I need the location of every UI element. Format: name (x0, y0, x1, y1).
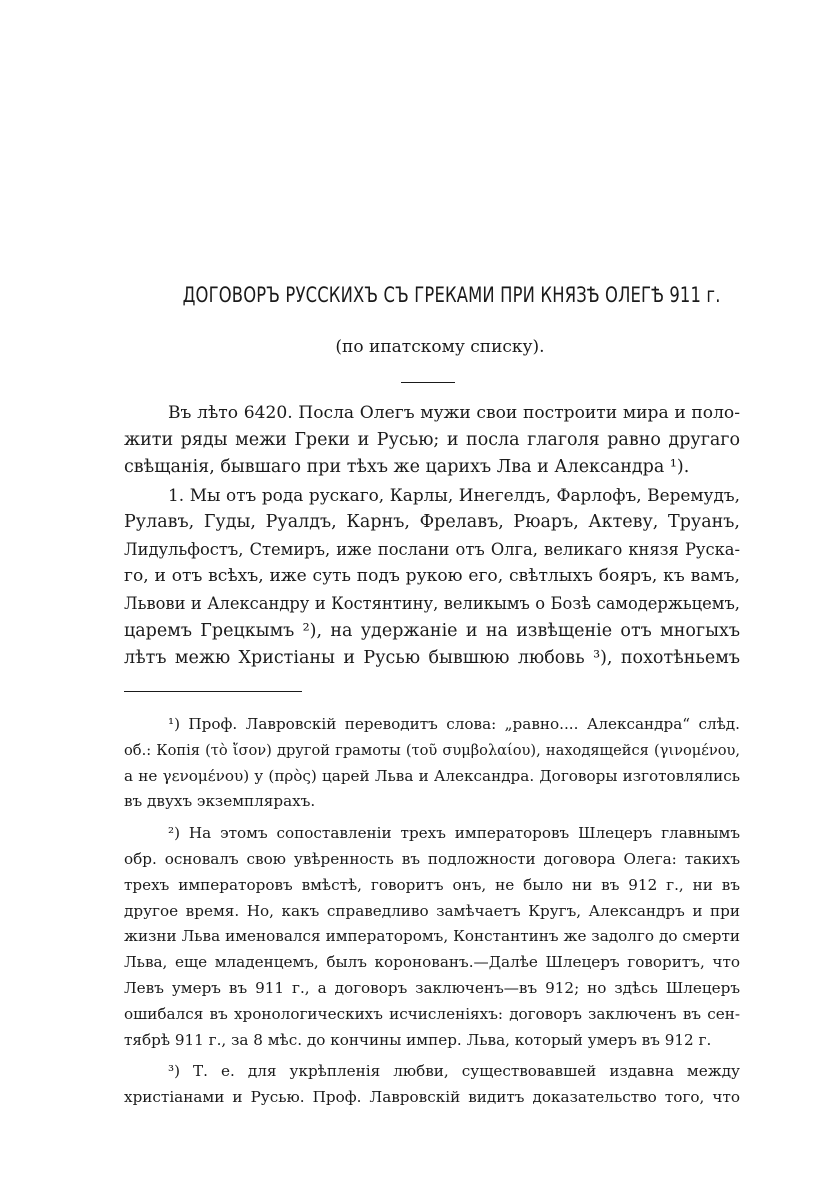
footnote-divider (124, 691, 302, 692)
title-divider (401, 382, 455, 383)
footnote-line: Левъ умеръ въ 911 г., а договоръ заключенъ—въ 912; но здѣсь Шлецеръ (124, 978, 740, 997)
footnotes (124, 712, 740, 1117)
main-text (124, 400, 740, 672)
text-line: Рулавъ, Гуды, Руалдъ, Карнъ, Фрелавъ, Рюаръ, Актеву, Труанъ, (124, 511, 740, 532)
document-title: ДОГОВОРЪ РУССКИХЪ СЪ ГРЕКАМИ ПРИ КНЯЗѢ ОЛЕГѢ 911 г. (182, 283, 721, 307)
text-line: Лидульфостъ, Стемиръ, иже послани отъ Олга, великаго князя Руска- (124, 539, 740, 559)
text-line: свѣщанія, бывшаго при тѣхъ же царихъ Лва и Александра ¹). (124, 457, 690, 478)
footnote-line: христіанами и Русью. Проф. Лавровскій видитъ доказательство того, что (124, 1088, 740, 1107)
text-line: го, и отъ всѣхъ, иже суть подъ рукою его, свѣтлыхъ бояръ, къ вамъ, (124, 566, 740, 587)
footnote-2 (124, 821, 740, 1053)
text-line: Въ лѣто 6420. Посла Олегъ мужи свои построити мира и поло- (168, 403, 740, 423)
footnote-line: тябрѣ 911 г., за 8 мѣс. до кончины импер. Льва, который умеръ въ 912 г. (124, 1030, 712, 1049)
text-line: Львови и Александру и Костянтину, великымъ о Бозѣ самодержьцемъ, (124, 594, 740, 614)
footnote-line: Льва, еще младенцемъ, былъ коронованъ.—Далѣе Шлецеръ говоритъ, что (124, 953, 740, 972)
text-line: лѣтъ межю Христіаны и Русью бывшюю любовь ³), похотѣньемъ (124, 647, 740, 668)
document-subtitle: (по ипатскому списку). (335, 337, 545, 357)
footnote-line: об.: Копія (τὸ ἴσον) другой грамоты (τοῦ συμβολαίου), находящейся (γινομένου, (124, 741, 740, 759)
footnote-3 (124, 1059, 740, 1111)
footnote-line: а не γενομένου) у (πρὸς) царей Льва и Александра. Договоры изготовлялись (124, 766, 740, 785)
footnote-line: ошибался въ хронологическихъ исчисленіяхъ: договоръ заключенъ въ сен- (124, 1004, 740, 1023)
footnote-line: другое время. Но, какъ справедливо замѣчаетъ Кругъ, Александръ и при (124, 901, 740, 920)
footnote-line: обр. основалъ свою увѣренность въ подложности договора Олега: такихъ (124, 849, 740, 868)
footnote-line: жизни Льва именовался императоромъ, Константинъ же задолго до смерти (124, 927, 740, 946)
text-line: жити ряды межи Греки и Русью; и посла глаголя равно другаго (124, 430, 740, 451)
text-line: царемъ Грецкымъ ²), на удержаніе и на извѣщеніе отъ многыхъ (124, 620, 740, 641)
footnote-line: въ двухъ экземплярахъ. (124, 792, 316, 811)
text-line: 1. Мы отъ рода рускаго, Карлы, Инегелдъ, Фарлофъ, Веремудъ, (168, 484, 740, 505)
footnote-line: ¹) Проф. Лавровскій переводитъ слова: „равно.... Александра“ слѣд. (168, 715, 740, 733)
footnote-line: трехъ императоровъ вмѣстѣ, говоритъ онъ, не было ни въ 912 г., ни въ (124, 875, 740, 894)
footnote-1 (124, 712, 740, 815)
footnote-line: ³) Т. е. для укрѣпленія любви, существовавшей издавна между (168, 1062, 740, 1081)
footnote-line: ²) На этомъ сопоставленіи трехъ императоровъ Шлецеръ главнымъ (168, 824, 740, 843)
